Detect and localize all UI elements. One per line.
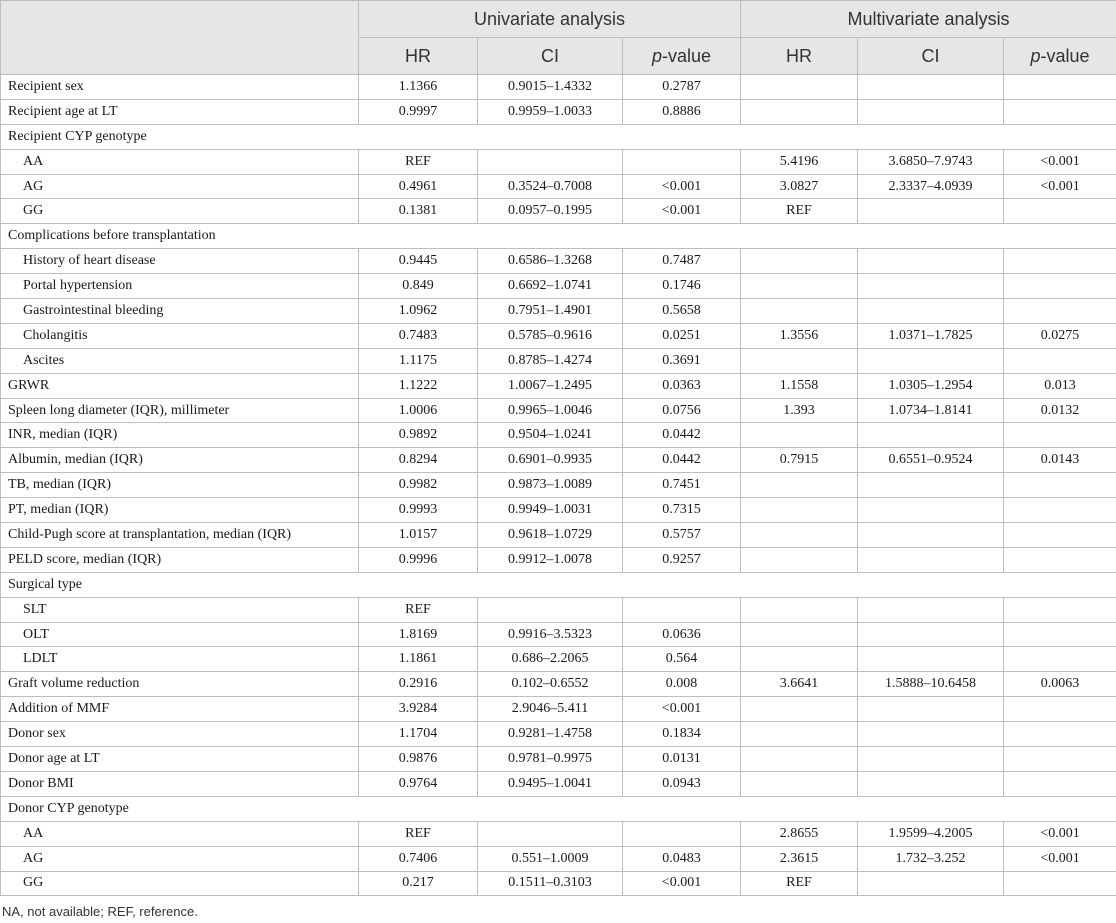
row-label: Recipient age at LT (1, 99, 359, 124)
section-row (1, 124, 1116, 149)
multivariate-hr-cell (741, 75, 858, 100)
multivariate-ci-cell (858, 299, 1004, 324)
univariate-hr-cell: 0.9445 (359, 249, 478, 274)
univariate-hr-cell: 0.1381 (359, 199, 478, 224)
multivariate-hr-cell (741, 747, 858, 772)
multivariate-ci-cell (858, 249, 1004, 274)
univariate-pvalue-cell: 0.8886 (623, 99, 741, 124)
univariate-pvalue-cell: 0.0363 (623, 373, 741, 398)
multivariate-ci-cell (858, 547, 1004, 572)
univariate-hr-cell: 1.0006 (359, 398, 478, 423)
univariate-pvalue-cell: 0.0483 (623, 846, 741, 871)
row-label: INR, median (IQR) (1, 423, 359, 448)
table-row (1, 647, 1116, 672)
multivariate-hr-cell: 1.3556 (741, 323, 858, 348)
univariate-ci-cell: 1.0067–1.2495 (478, 373, 623, 398)
multivariate-ci-cell (858, 697, 1004, 722)
multivariate-pvalue-cell: <0.001 (1004, 174, 1116, 199)
table-row (1, 75, 1116, 100)
multivariate-hr-cell (741, 299, 858, 324)
multivariate-ci-cell (858, 99, 1004, 124)
univariate-ci-cell (478, 149, 623, 174)
univariate-hr-cell: 0.7406 (359, 846, 478, 871)
multivariate-ci-cell (858, 348, 1004, 373)
row-label: Child-Pugh score at transplantation, median (IQR) (1, 523, 359, 548)
table-row (1, 747, 1116, 772)
univariate-pvalue-cell: 0.7487 (623, 249, 741, 274)
table-row (1, 323, 1116, 348)
multivariate-hr-cell (741, 99, 858, 124)
univariate-hr-cell: 0.9993 (359, 498, 478, 523)
table-row (1, 348, 1116, 373)
multivariate-pvalue-cell: 0.0063 (1004, 672, 1116, 697)
multivariate-ci-cell (858, 75, 1004, 100)
multivariate-pvalue-cell (1004, 249, 1116, 274)
section-row (1, 224, 1116, 249)
row-label: Spleen long diameter (IQR), millimeter (1, 398, 359, 423)
row-label: LDLT (1, 647, 359, 672)
table-row (1, 697, 1116, 722)
multivariate-pvalue-header (1004, 38, 1116, 75)
row-label-header (1, 1, 359, 75)
row-label: Donor age at LT (1, 747, 359, 772)
table-footnote: NA, not available; REF, reference. (2, 904, 198, 919)
multivariate-pvalue-cell (1004, 871, 1116, 896)
univariate-pvalue-cell: 0.2787 (623, 75, 741, 100)
univariate-hr-cell: 0.9996 (359, 547, 478, 572)
multivariate-hr-cell (741, 274, 858, 299)
multivariate-ci-cell: 1.5888–10.6458 (858, 672, 1004, 697)
univariate-hr-cell: REF (359, 821, 478, 846)
multivariate-hr-cell: 1.393 (741, 398, 858, 423)
univariate-pvalue-cell: <0.001 (623, 871, 741, 896)
multivariate-hr-cell (741, 697, 858, 722)
table-row (1, 473, 1116, 498)
univariate-ci-cell: 0.6692–1.0741 (478, 274, 623, 299)
row-label: SLT (1, 597, 359, 622)
multivariate-hr-cell (741, 473, 858, 498)
univariate-hr-cell: 0.849 (359, 274, 478, 299)
multivariate-pvalue-cell (1004, 647, 1116, 672)
multivariate-pvalue-cell (1004, 722, 1116, 747)
multivariate-pvalue-cell: <0.001 (1004, 149, 1116, 174)
univariate-hr-cell: 1.1366 (359, 75, 478, 100)
section-label: Recipient CYP genotype (1, 124, 1116, 149)
multivariate-ci-cell (858, 473, 1004, 498)
multivariate-pvalue-cell (1004, 523, 1116, 548)
table-row (1, 771, 1116, 796)
univariate-hr-cell: 0.7483 (359, 323, 478, 348)
univariate-ci-cell: 0.9959–1.0033 (478, 99, 623, 124)
table-row (1, 722, 1116, 747)
multivariate-hr-cell: 1.1558 (741, 373, 858, 398)
univariate-pvalue-cell: 0.008 (623, 672, 741, 697)
table-row (1, 547, 1116, 572)
multivariate-pvalue-cell (1004, 622, 1116, 647)
univariate-ci-cell: 0.8785–1.4274 (478, 348, 623, 373)
univariate-pvalue-cell: 0.5757 (623, 523, 741, 548)
row-label: AG (1, 846, 359, 871)
multivariate-ci-cell (858, 871, 1004, 896)
multivariate-pvalue-cell (1004, 697, 1116, 722)
p-suffix: -value (1040, 45, 1090, 66)
table-row (1, 672, 1116, 697)
univariate-hr-cell: 1.0157 (359, 523, 478, 548)
univariate-pvalue-cell: 0.0131 (623, 747, 741, 772)
row-label: Donor sex (1, 722, 359, 747)
univariate-pvalue-cell: 0.0756 (623, 398, 741, 423)
table-row (1, 199, 1116, 224)
univariate-hr-cell: 1.0962 (359, 299, 478, 324)
univariate-hr-cell: 1.8169 (359, 622, 478, 647)
univariate-pvalue-cell: 0.7315 (623, 498, 741, 523)
univariate-pvalue-cell (623, 149, 741, 174)
univariate-ci-cell: 0.9281–1.4758 (478, 722, 623, 747)
table-row (1, 99, 1116, 124)
univariate-pvalue-cell: 0.1834 (623, 722, 741, 747)
multivariate-hr-cell: REF (741, 871, 858, 896)
multivariate-ci-cell (858, 647, 1004, 672)
univariate-ci-cell (478, 597, 623, 622)
multivariate-ci-cell (858, 423, 1004, 448)
multivariate-pvalue-cell (1004, 423, 1116, 448)
univariate-group-header: Univariate analysis (359, 1, 741, 38)
multivariate-ci-cell (858, 722, 1004, 747)
univariate-ci-cell: 0.9912–1.0078 (478, 547, 623, 572)
row-label: Albumin, median (IQR) (1, 448, 359, 473)
table-row (1, 498, 1116, 523)
univariate-ci-cell: 0.0957–0.1995 (478, 199, 623, 224)
multivariate-hr-cell: 3.0827 (741, 174, 858, 199)
univariate-hr-cell: REF (359, 597, 478, 622)
row-label: Graft volume reduction (1, 672, 359, 697)
row-label: GRWR (1, 373, 359, 398)
row-label: Donor BMI (1, 771, 359, 796)
univariate-hr-cell: 0.9876 (359, 747, 478, 772)
univariate-hr-header: HR (359, 38, 478, 75)
table-row (1, 622, 1116, 647)
univariate-ci-cell: 0.1511–0.3103 (478, 871, 623, 896)
multivariate-ci-cell: 1.0371–1.7825 (858, 323, 1004, 348)
univariate-hr-cell: 0.9892 (359, 423, 478, 448)
table-row (1, 373, 1116, 398)
table-row (1, 423, 1116, 448)
univariate-pvalue-cell: 0.0442 (623, 423, 741, 448)
multivariate-hr-header: HR (741, 38, 858, 75)
univariate-pvalue-cell: 0.1746 (623, 274, 741, 299)
row-label: Addition of MMF (1, 697, 359, 722)
univariate-pvalue-cell: 0.9257 (623, 547, 741, 572)
table-body (1, 75, 1116, 896)
table-row (1, 274, 1116, 299)
table-row (1, 299, 1116, 324)
univariate-hr-cell: 0.217 (359, 871, 478, 896)
row-label: Cholangitis (1, 323, 359, 348)
multivariate-hr-cell: 5.4196 (741, 149, 858, 174)
univariate-hr-cell: 0.2916 (359, 672, 478, 697)
multivariate-hr-cell (741, 771, 858, 796)
multivariate-ci-cell: 1.0734–1.8141 (858, 398, 1004, 423)
row-label: AA (1, 821, 359, 846)
p-italic: p (1030, 45, 1041, 66)
multivariate-hr-cell (741, 423, 858, 448)
univariate-pvalue-cell (623, 597, 741, 622)
multivariate-ci-cell (858, 274, 1004, 299)
row-label: AA (1, 149, 359, 174)
multivariate-pvalue-cell: 0.0132 (1004, 398, 1116, 423)
multivariate-hr-cell: REF (741, 199, 858, 224)
univariate-ci-cell: 0.5785–0.9616 (478, 323, 623, 348)
univariate-ci-cell: 2.9046–5.411 (478, 697, 623, 722)
multivariate-pvalue-cell (1004, 199, 1116, 224)
multivariate-hr-cell (741, 722, 858, 747)
multivariate-group-header: Multivariate analysis (741, 1, 1116, 38)
multivariate-hr-cell: 2.3615 (741, 846, 858, 871)
univariate-ci-cell: 0.102–0.6552 (478, 672, 623, 697)
univariate-hr-cell: 3.9284 (359, 697, 478, 722)
multivariate-ci-cell (858, 199, 1004, 224)
univariate-hr-cell: 0.4961 (359, 174, 478, 199)
multivariate-ci-cell: 0.6551–0.9524 (858, 448, 1004, 473)
multivariate-hr-cell: 0.7915 (741, 448, 858, 473)
multivariate-hr-cell (741, 348, 858, 373)
univariate-pvalue-cell: 0.7451 (623, 473, 741, 498)
row-label: PT, median (IQR) (1, 498, 359, 523)
univariate-ci-cell: 0.9873–1.0089 (478, 473, 623, 498)
row-label: Gastrointestinal bleeding (1, 299, 359, 324)
multivariate-hr-cell (741, 547, 858, 572)
table-header (1, 1, 1116, 75)
multivariate-ci-cell (858, 622, 1004, 647)
multivariate-hr-cell (741, 647, 858, 672)
table-row (1, 821, 1116, 846)
multivariate-pvalue-cell (1004, 99, 1116, 124)
row-label: History of heart disease (1, 249, 359, 274)
univariate-ci-cell: 0.9781–0.9975 (478, 747, 623, 772)
univariate-pvalue-cell: 0.564 (623, 647, 741, 672)
multivariate-hr-cell (741, 249, 858, 274)
multivariate-pvalue-cell (1004, 75, 1116, 100)
multivariate-hr-cell (741, 622, 858, 647)
table-row (1, 871, 1116, 896)
multivariate-ci-cell: 1.9599–4.2005 (858, 821, 1004, 846)
multivariate-pvalue-cell: <0.001 (1004, 821, 1116, 846)
univariate-pvalue-cell: 0.0943 (623, 771, 741, 796)
univariate-pvalue-cell: <0.001 (623, 697, 741, 722)
p-italic: p (651, 45, 662, 66)
p-suffix: -value (662, 45, 712, 66)
multivariate-pvalue-cell: 0.0275 (1004, 323, 1116, 348)
univariate-ci-cell: 0.9015–1.4332 (478, 75, 623, 100)
univariate-ci-cell: 0.686–2.2065 (478, 647, 623, 672)
univariate-hr-cell: 1.1861 (359, 647, 478, 672)
multivariate-pvalue-cell (1004, 498, 1116, 523)
multivariate-hr-cell: 3.6641 (741, 672, 858, 697)
multivariate-pvalue-cell (1004, 473, 1116, 498)
univariate-pvalue-cell: <0.001 (623, 174, 741, 199)
table-row (1, 597, 1116, 622)
table-row (1, 174, 1116, 199)
univariate-ci-cell: 0.9965–1.0046 (478, 398, 623, 423)
multivariate-pvalue-cell: <0.001 (1004, 846, 1116, 871)
multivariate-ci-header: CI (858, 38, 1004, 75)
univariate-hr-cell: 1.1175 (359, 348, 478, 373)
multivariate-pvalue-cell (1004, 547, 1116, 572)
multivariate-ci-cell (858, 498, 1004, 523)
table-row (1, 448, 1116, 473)
univariate-hr-cell: 0.9764 (359, 771, 478, 796)
multivariate-ci-cell: 3.6850–7.9743 (858, 149, 1004, 174)
row-label: Ascites (1, 348, 359, 373)
row-label: AG (1, 174, 359, 199)
multivariate-pvalue-cell (1004, 299, 1116, 324)
multivariate-hr-cell: 2.8655 (741, 821, 858, 846)
row-label: TB, median (IQR) (1, 473, 359, 498)
univariate-ci-cell: 0.3524–0.7008 (478, 174, 623, 199)
section-label: Donor CYP genotype (1, 796, 1116, 821)
univariate-pvalue-cell: 0.0636 (623, 622, 741, 647)
univariate-hr-cell: 1.1704 (359, 722, 478, 747)
multivariate-pvalue-cell (1004, 348, 1116, 373)
multivariate-pvalue-cell (1004, 747, 1116, 772)
row-label: GG (1, 871, 359, 896)
table-row (1, 149, 1116, 174)
multivariate-ci-cell (858, 523, 1004, 548)
row-label: Portal hypertension (1, 274, 359, 299)
univariate-hr-cell: 1.1222 (359, 373, 478, 398)
univariate-hr-cell: 0.8294 (359, 448, 478, 473)
multivariate-hr-cell (741, 523, 858, 548)
univariate-hr-cell: 0.9982 (359, 473, 478, 498)
multivariate-pvalue-cell: 0.0143 (1004, 448, 1116, 473)
multivariate-ci-cell (858, 747, 1004, 772)
row-label: GG (1, 199, 359, 224)
section-label: Surgical type (1, 572, 1116, 597)
multivariate-ci-cell: 2.3337–4.0939 (858, 174, 1004, 199)
univariate-ci-cell: 0.6586–1.3268 (478, 249, 623, 274)
univariate-pvalue-cell: 0.3691 (623, 348, 741, 373)
univariate-pvalue-cell: 0.0442 (623, 448, 741, 473)
table-row (1, 398, 1116, 423)
multivariate-pvalue-cell (1004, 274, 1116, 299)
univariate-pvalue-header (623, 38, 741, 75)
univariate-ci-cell: 0.9916–3.5323 (478, 622, 623, 647)
section-row (1, 572, 1116, 597)
univariate-pvalue-cell: <0.001 (623, 199, 741, 224)
univariate-hr-cell: 0.9997 (359, 99, 478, 124)
univariate-ci-cell: 0.9949–1.0031 (478, 498, 623, 523)
table-row (1, 249, 1116, 274)
row-label: Recipient sex (1, 75, 359, 100)
univariate-ci-cell: 0.9495–1.0041 (478, 771, 623, 796)
univariate-ci-cell (478, 821, 623, 846)
multivariate-hr-cell (741, 597, 858, 622)
multivariate-pvalue-cell (1004, 597, 1116, 622)
table-row (1, 846, 1116, 871)
univariate-ci-header: CI (478, 38, 623, 75)
univariate-pvalue-cell (623, 821, 741, 846)
univariate-ci-cell: 0.7951–1.4901 (478, 299, 623, 324)
multivariate-pvalue-cell: 0.013 (1004, 373, 1116, 398)
multivariate-ci-cell: 1.732–3.252 (858, 846, 1004, 871)
univariate-ci-cell: 0.551–1.0009 (478, 846, 623, 871)
row-label: OLT (1, 622, 359, 647)
multivariate-hr-cell (741, 498, 858, 523)
univariate-ci-cell: 0.9504–1.0241 (478, 423, 623, 448)
multivariate-ci-cell (858, 771, 1004, 796)
univariate-ci-cell: 0.9618–1.0729 (478, 523, 623, 548)
multivariate-pvalue-cell (1004, 771, 1116, 796)
row-label: PELD score, median (IQR) (1, 547, 359, 572)
univariate-ci-cell: 0.6901–0.9935 (478, 448, 623, 473)
univariate-hr-cell: REF (359, 149, 478, 174)
section-row (1, 796, 1116, 821)
univariate-pvalue-cell: 0.5658 (623, 299, 741, 324)
univariate-pvalue-cell: 0.0251 (623, 323, 741, 348)
table-row (1, 523, 1116, 548)
multivariate-ci-cell (858, 597, 1004, 622)
multivariate-ci-cell: 1.0305–1.2954 (858, 373, 1004, 398)
section-label: Complications before transplantation (1, 224, 1116, 249)
